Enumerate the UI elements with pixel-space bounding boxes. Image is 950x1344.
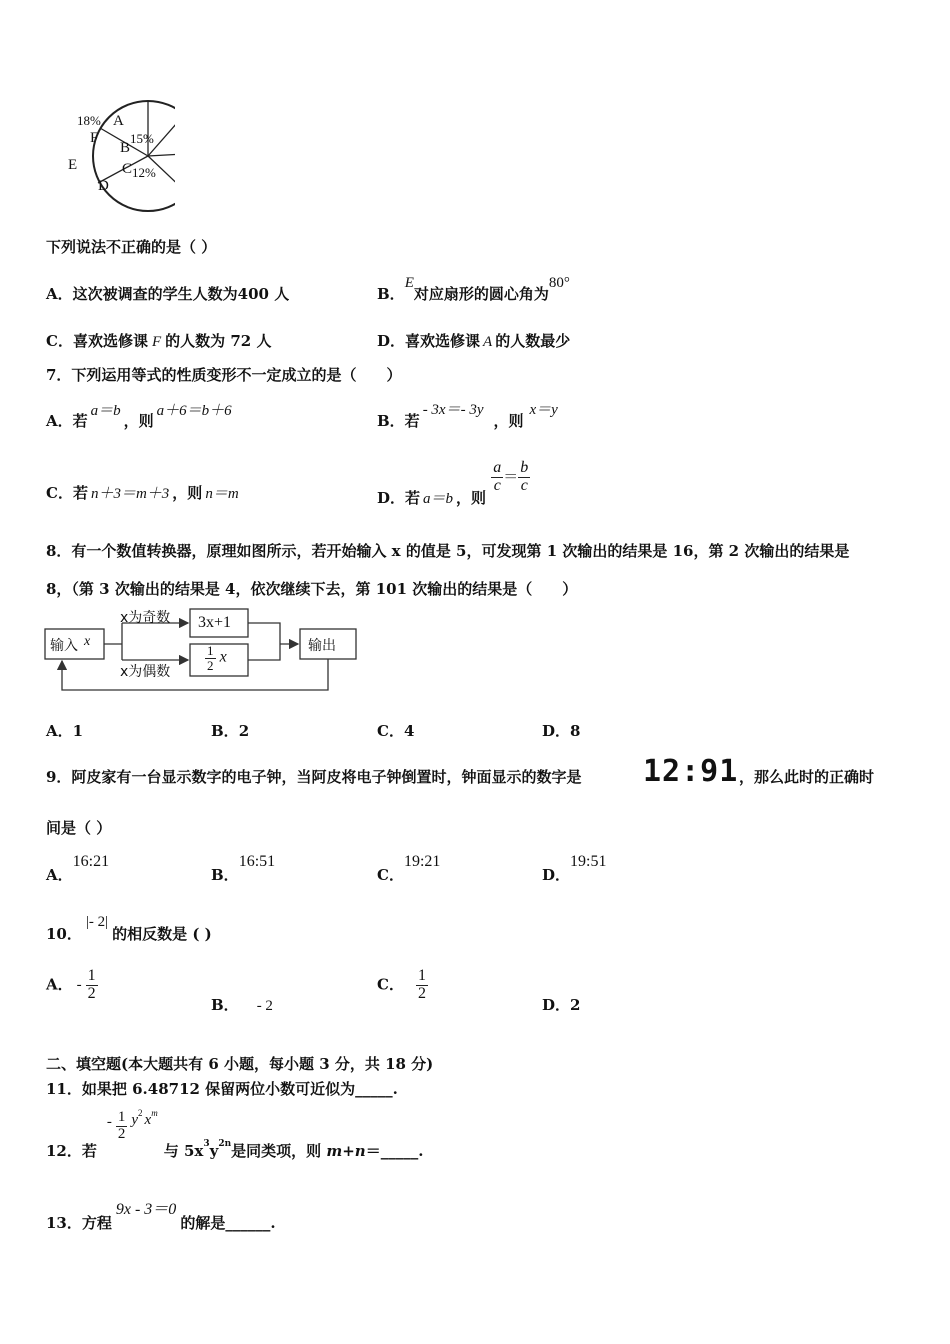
even-condition: x为偶数 (120, 664, 171, 680)
pie-label-d: D (98, 178, 109, 194)
q7-stem: 7．下列运用等式的性质变形不一定成立的是（ ） (46, 366, 402, 384)
q9-option-b: B．16:51 (211, 853, 276, 884)
q9-stem: 9．阿皮家有一台显示数字的电子钟，当阿皮将电子钟倒置时，钟面显示的数字是 (46, 768, 582, 786)
q7-option-c: C．若 n＋3＝m＋3 ，则 n＝m (46, 484, 239, 502)
q9-stem-line2: 间是（ ） (46, 819, 112, 837)
branch-line (104, 623, 122, 660)
pie-labels (68, 100, 183, 215)
q6-stem: 下列说法不正确的是（ ） (46, 238, 217, 256)
q10-option-a: A． - $\frac{1}{2}$ (46, 967, 96, 1002)
q12-stem: 12．若- $\frac{1}{2}$ $y^2$ $x^m$与 $5x^3y^{2n}$是同类项，则 m+n＝_____. (46, 1108, 424, 1161)
q11-text: 11．如果把 6.48712 保留两位小数可近似为_____. (46, 1080, 398, 1098)
section2-title: 二、填空题(本大题共有 6 小题，每小题 3 分，共 18 分) (46, 1055, 434, 1073)
pie-percent-b: 15% (130, 131, 154, 146)
odd-operation: 3x+1 (198, 614, 232, 631)
q6-option-a: A．这次被调查的学生人数为400 人 (46, 285, 290, 303)
q13-stem: 13．方程9x - 3＝0的解是______. (46, 1201, 276, 1232)
q8-option-a: A．1 (46, 722, 84, 740)
pie-label-e: E (68, 157, 78, 173)
q10-option-b: B． - 2 (211, 996, 273, 1014)
digital-clock-display: 12:91 (643, 754, 739, 789)
pie-percent-f: 18% (77, 113, 101, 128)
q9-stem-after: ，那么此时的正确时 (739, 768, 875, 786)
q9-option-d: D．19:51 (542, 853, 607, 884)
q9-option-c: C．19:21 (377, 853, 441, 884)
q7-option-a: A．若a＝b，则a＋6＝b＋6 (46, 403, 232, 430)
pie-label-c: C (122, 161, 133, 177)
q6-option-d: D．喜欢选修课 A 的人数最少 (377, 332, 571, 350)
input-label: 输入 x (50, 634, 91, 654)
q10-option-c: C． $\frac{1}{2}$ (377, 967, 426, 1002)
even-operation: $\frac{1}{2}$ x (207, 643, 227, 673)
output-label: 输出 (308, 638, 336, 654)
q7-option-b: B．若- 3x＝- 3y，则x＝y (377, 402, 558, 430)
pie-percent-c: 12% (132, 165, 156, 180)
q8-option-c: C．4 (377, 722, 415, 740)
odd-condition: x为奇数 (120, 610, 171, 626)
q10-stem: 10．|- 2|的相反数是 ( ) (46, 914, 212, 943)
q8-option-b: B．2 (211, 722, 250, 740)
q8-option-d: D．8 (542, 722, 581, 740)
q10-option-d: D．2 (542, 996, 581, 1014)
merge-line (248, 623, 280, 660)
q7-option-d: D．若 a＝b ，则 $\frac{a}{c}$ ＝ $\frac{b}{c}$ (377, 459, 529, 508)
pie-label-f: F (90, 130, 99, 146)
q8-stem-line1: 8．有一个数值转换器，原理如图所示，若开始输入 x 的值是 5，可发现第 1 次输出的结果是 16，第 2 次输出的结果是 (46, 542, 850, 560)
pie-label-a: A (113, 113, 124, 129)
pie-label-b: B (120, 140, 131, 156)
q9-option-a: A．16:21 (46, 853, 110, 884)
q6-option-b: B．E对应扇形的圆心角为80° (377, 275, 570, 303)
q8-stem-line2: 8，（第 3 次输出的结果是 4，依次继续下去，第 101 次输出的结果是（ ） (46, 580, 578, 598)
q6-option-c: C．喜欢选修课 F 的人数为 72 人 (46, 332, 272, 350)
